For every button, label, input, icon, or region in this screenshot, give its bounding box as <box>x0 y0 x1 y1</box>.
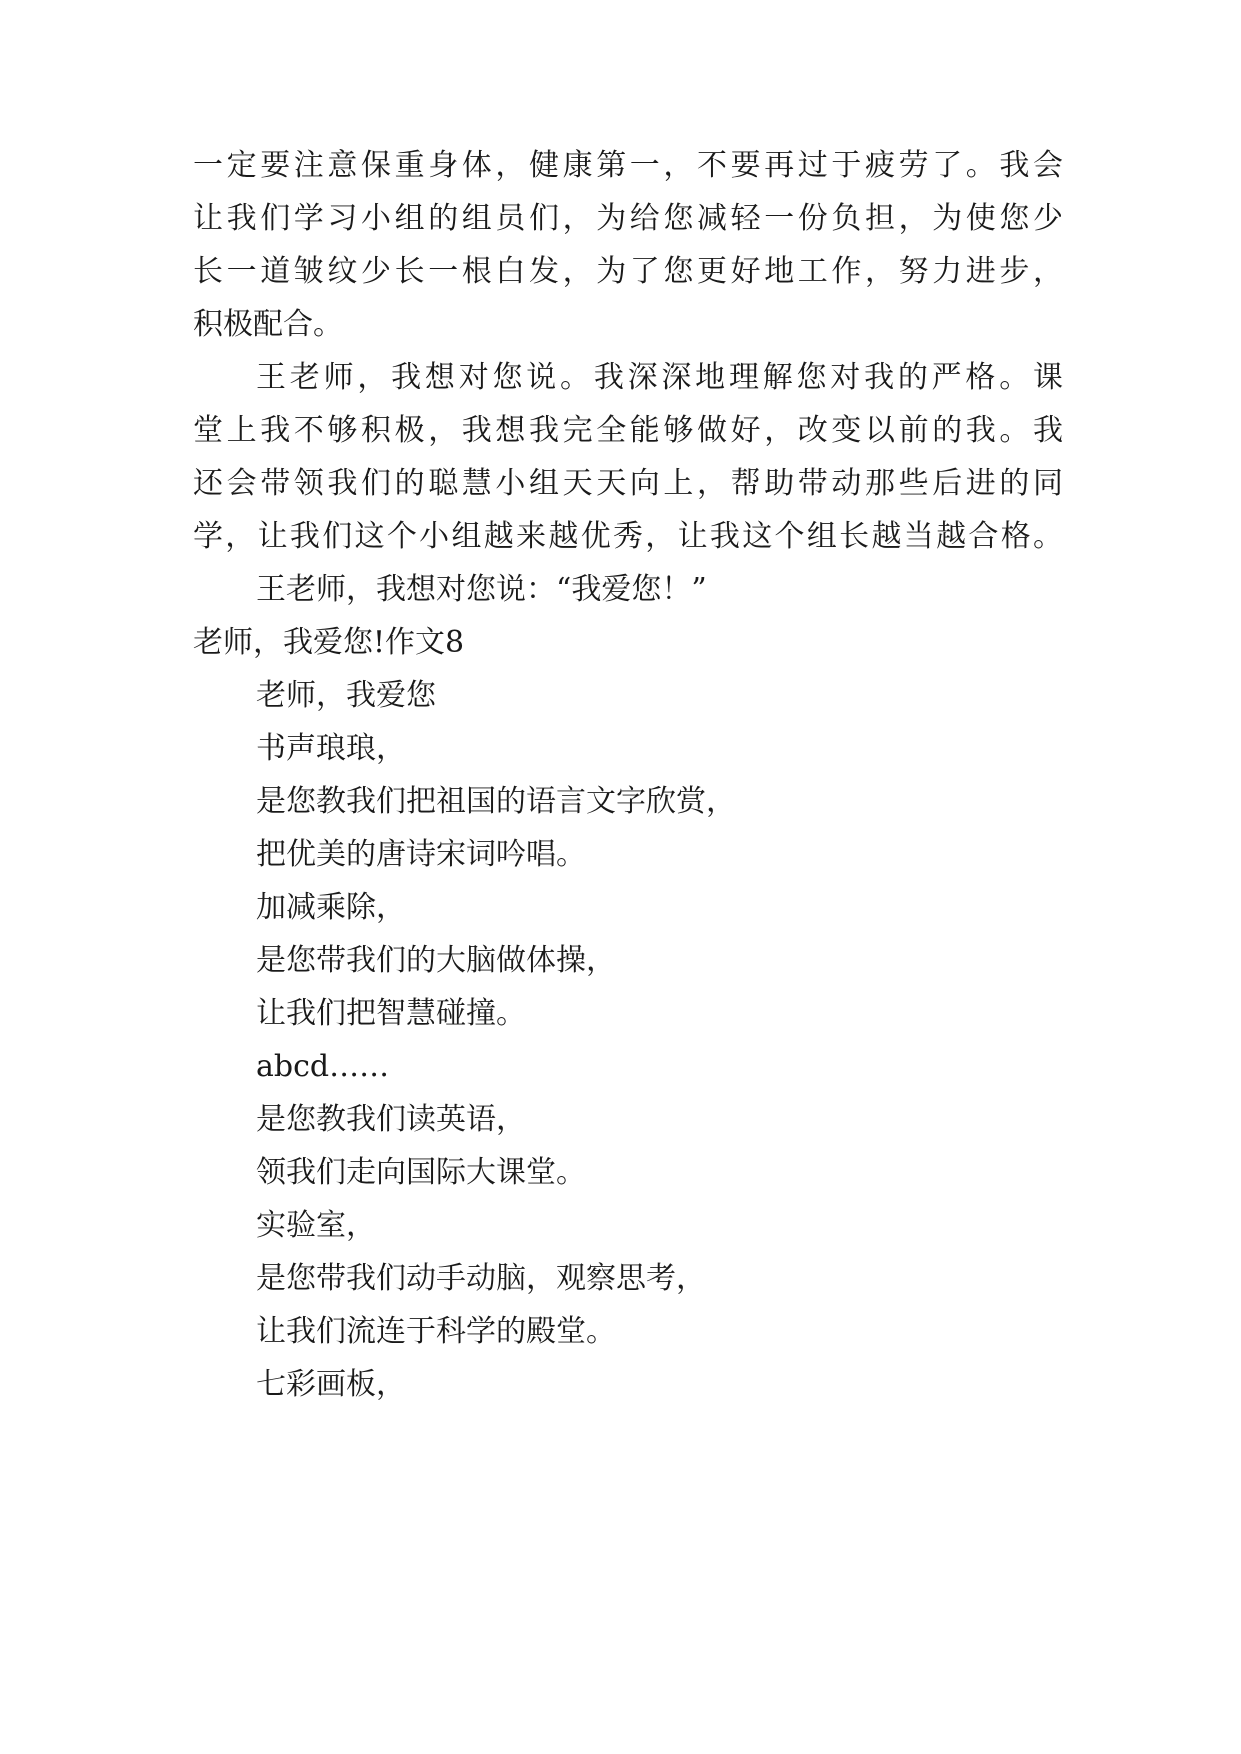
poem-line: 书声琅琅， <box>256 731 406 766</box>
section-heading: 老师，我爱您!作文8 <box>193 625 465 660</box>
poem-line: 是您教我们把祖国的语言文字欣赏， <box>256 784 736 819</box>
paragraph-line: 堂上我不够积极，我想我完全能够做好，改变以前的我。我 <box>193 413 1063 448</box>
paragraph-line: 王老师，我想对您说。我深深地理解您对我的严格。课 <box>256 360 1063 395</box>
poem-title: 老师，我爱您 <box>256 678 436 713</box>
poem-line: 实验室， <box>256 1208 376 1243</box>
paragraph-line: 让我们学习小组的组员们，为给您减轻一份负担，为使您少 <box>193 201 1063 236</box>
paragraph-line: 积极配合。 <box>193 307 343 342</box>
paragraph-line: 一定要注意保重身体，健康第一，不要再过于疲劳了。我会 <box>193 148 1063 183</box>
poem-line: 是您带我们动手动脑，观察思考， <box>256 1261 706 1296</box>
paragraph-line: 学，让我们这个小组越来越优秀，让我这个组长越当越合格。 <box>193 519 1063 554</box>
poem-line: 是您教我们读英语， <box>256 1102 526 1137</box>
poem-line: 七彩画板， <box>256 1367 406 1402</box>
poem-line: 把优美的唐诗宋词吟唱。 <box>256 837 586 872</box>
poem-line: 加减乘除， <box>256 890 406 925</box>
poem-line: 让我们流连于科学的殿堂。 <box>256 1314 616 1349</box>
poem-line: 领我们走向国际大课堂。 <box>256 1155 586 1190</box>
poem-line: 是您带我们的大脑做体操， <box>256 943 616 978</box>
paragraph-line: 长一道皱纹少长一根白发，为了您更好地工作，努力进步， <box>193 254 1063 289</box>
paragraph-line: 还会带领我们的聪慧小组天天向上，帮助带动那些后进的同 <box>193 466 1063 501</box>
poem-line: 让我们把智慧碰撞。 <box>256 996 526 1031</box>
poem-line: abcd…… <box>256 1049 390 1084</box>
paragraph-line: 王老师，我想对您说：“我爱您！” <box>256 572 707 607</box>
